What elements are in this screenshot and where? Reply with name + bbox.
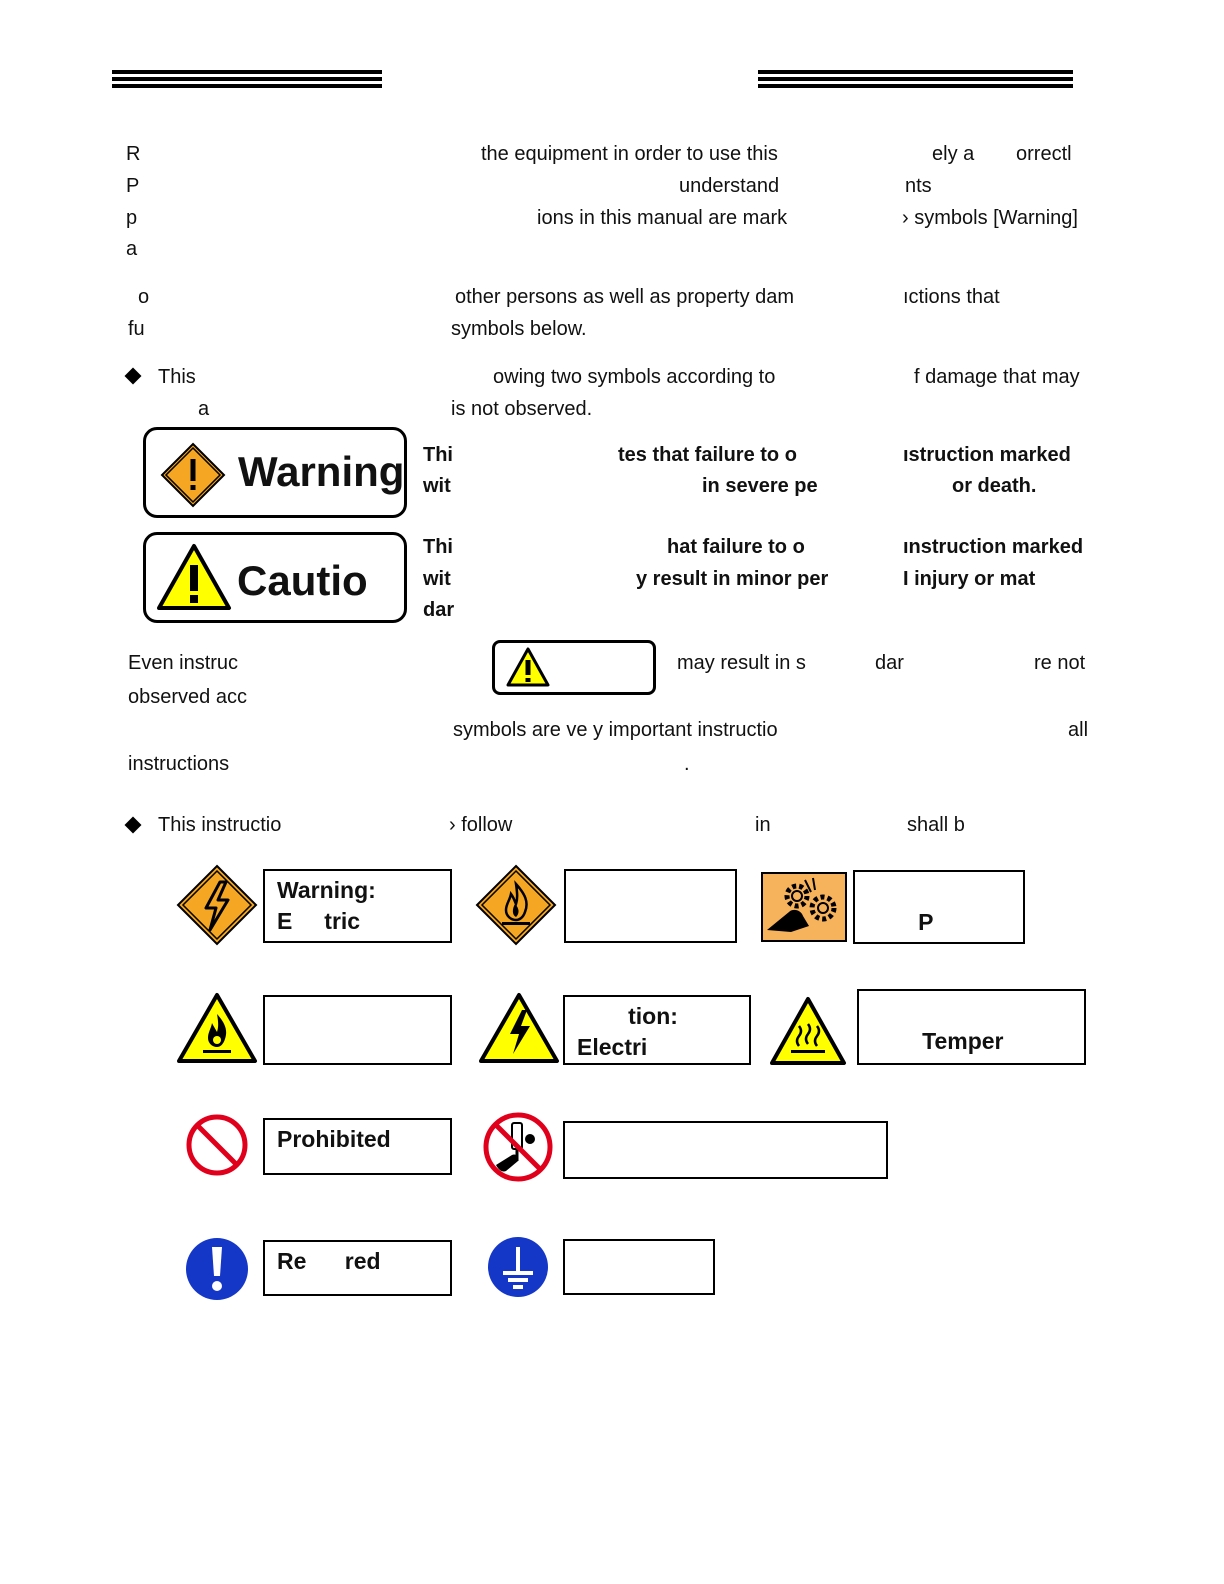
even-text: . (684, 753, 690, 775)
even-text: dar (875, 652, 904, 674)
caution-desc: I injury or mat (903, 568, 1036, 590)
caution-desc: y result in minor per (636, 568, 829, 590)
intro-text: fu (128, 318, 145, 340)
intro-text: nts (905, 175, 932, 197)
intro-text: other persons as well as property dam (455, 286, 795, 308)
bullet1-text: a (198, 398, 210, 420)
label-caution-electric (563, 995, 751, 1065)
bullet-diamond-icon (125, 368, 142, 385)
intro-text: symbols below. (451, 318, 587, 340)
label-ground (563, 1239, 715, 1295)
warning-desc: or death. (952, 475, 1037, 497)
bullet1-text: f damage that may (914, 366, 1080, 388)
label-pinch (853, 870, 1025, 944)
caution-triangle-icon (505, 646, 551, 688)
label-prohibited (263, 1118, 452, 1175)
caution-triangle-icon (156, 543, 232, 611)
small-caution-symbol (492, 640, 656, 695)
bullet2-text: shall b (907, 814, 965, 836)
intro-text: R (126, 143, 141, 165)
label-text (566, 871, 735, 879)
intro-text: ions in this manual are mark (537, 207, 788, 229)
bullet-diamond-icon (125, 817, 142, 834)
warning-desc: in severe pe (702, 475, 818, 497)
prohibited-icon (185, 1113, 249, 1177)
label-fire-caution (263, 995, 452, 1065)
caution-desc: ınstruction marked (903, 536, 1084, 558)
even-text: all (1068, 719, 1089, 741)
label-hot-surface (857, 989, 1086, 1065)
label-text: Temper (922, 1028, 1004, 1054)
intro-text: understand (679, 175, 780, 197)
caution-symbol-label: Cautio (237, 557, 368, 604)
bullet2-text: in (755, 814, 771, 836)
warning-desc: wit (423, 475, 451, 497)
label-text (265, 997, 450, 1005)
caution-symbol (143, 532, 407, 623)
intro-text: › symbols [Warning] (902, 207, 1078, 229)
even-text: symbols are ve y important instructio (453, 719, 778, 741)
warning-symbol (143, 427, 407, 518)
no-disassembly-icon (482, 1111, 554, 1183)
intro-text: p (126, 207, 138, 229)
even-text: Even instruc (128, 652, 239, 674)
label-text (565, 1241, 713, 1249)
header-rule-left (112, 70, 382, 88)
intro-text: ely a (932, 143, 975, 165)
label-text: P (918, 909, 934, 935)
even-text: observed acc (128, 686, 247, 708)
bullet1-text: is not observed. (451, 398, 593, 420)
bullet2-text: › follow (449, 814, 513, 836)
fire-caution-icon (176, 992, 258, 1064)
warning-desc: Thi (423, 444, 453, 466)
mandatory-action-icon (184, 1236, 250, 1302)
ground-icon (486, 1235, 550, 1299)
intro-text: a (126, 238, 138, 260)
intro-text: P (126, 175, 140, 197)
fire-warning-icon (475, 864, 557, 946)
even-text: may result in s (677, 652, 806, 674)
even-text: re not (1034, 652, 1086, 674)
label-warning-electric (263, 869, 452, 943)
intro-text: orrectl (1016, 143, 1072, 165)
warning-desc: ıstruction marked (903, 444, 1071, 466)
intro-text: o (138, 286, 150, 308)
bullet1-text: owing two symbols according to (493, 366, 776, 388)
label-text (565, 1123, 886, 1131)
intro-text: ıctions that (903, 286, 1000, 308)
pinch-gear-icon (761, 872, 847, 942)
electric-warning-icon (176, 864, 258, 946)
bullet2-text: This instructio (158, 814, 282, 836)
header-rule-right (758, 70, 1073, 88)
label-text: Warning: E tric (277, 877, 376, 934)
label-fire-warning (564, 869, 737, 943)
even-text: instructions (128, 753, 230, 775)
bullet1-text: This (158, 366, 196, 388)
warning-symbol-label: Warning (238, 448, 405, 495)
caution-desc: wit (423, 568, 451, 590)
caution-desc: hat failure to o (667, 536, 805, 558)
label-text: Re red (277, 1248, 381, 1274)
label-required (263, 1240, 452, 1296)
warning-diamond-icon (160, 442, 226, 508)
caution-desc: Thi (423, 536, 453, 558)
hot-surface-icon (769, 996, 847, 1066)
label-text: tion: Electri (577, 1003, 678, 1060)
label-text: Prohibited (277, 1126, 391, 1152)
label-no-disassembly (563, 1121, 888, 1179)
electric-caution-icon (478, 992, 560, 1064)
warning-desc: tes that failure to o (618, 444, 797, 466)
caution-desc: dar (423, 599, 455, 621)
intro-text: the equipment in order to use this (481, 143, 778, 165)
